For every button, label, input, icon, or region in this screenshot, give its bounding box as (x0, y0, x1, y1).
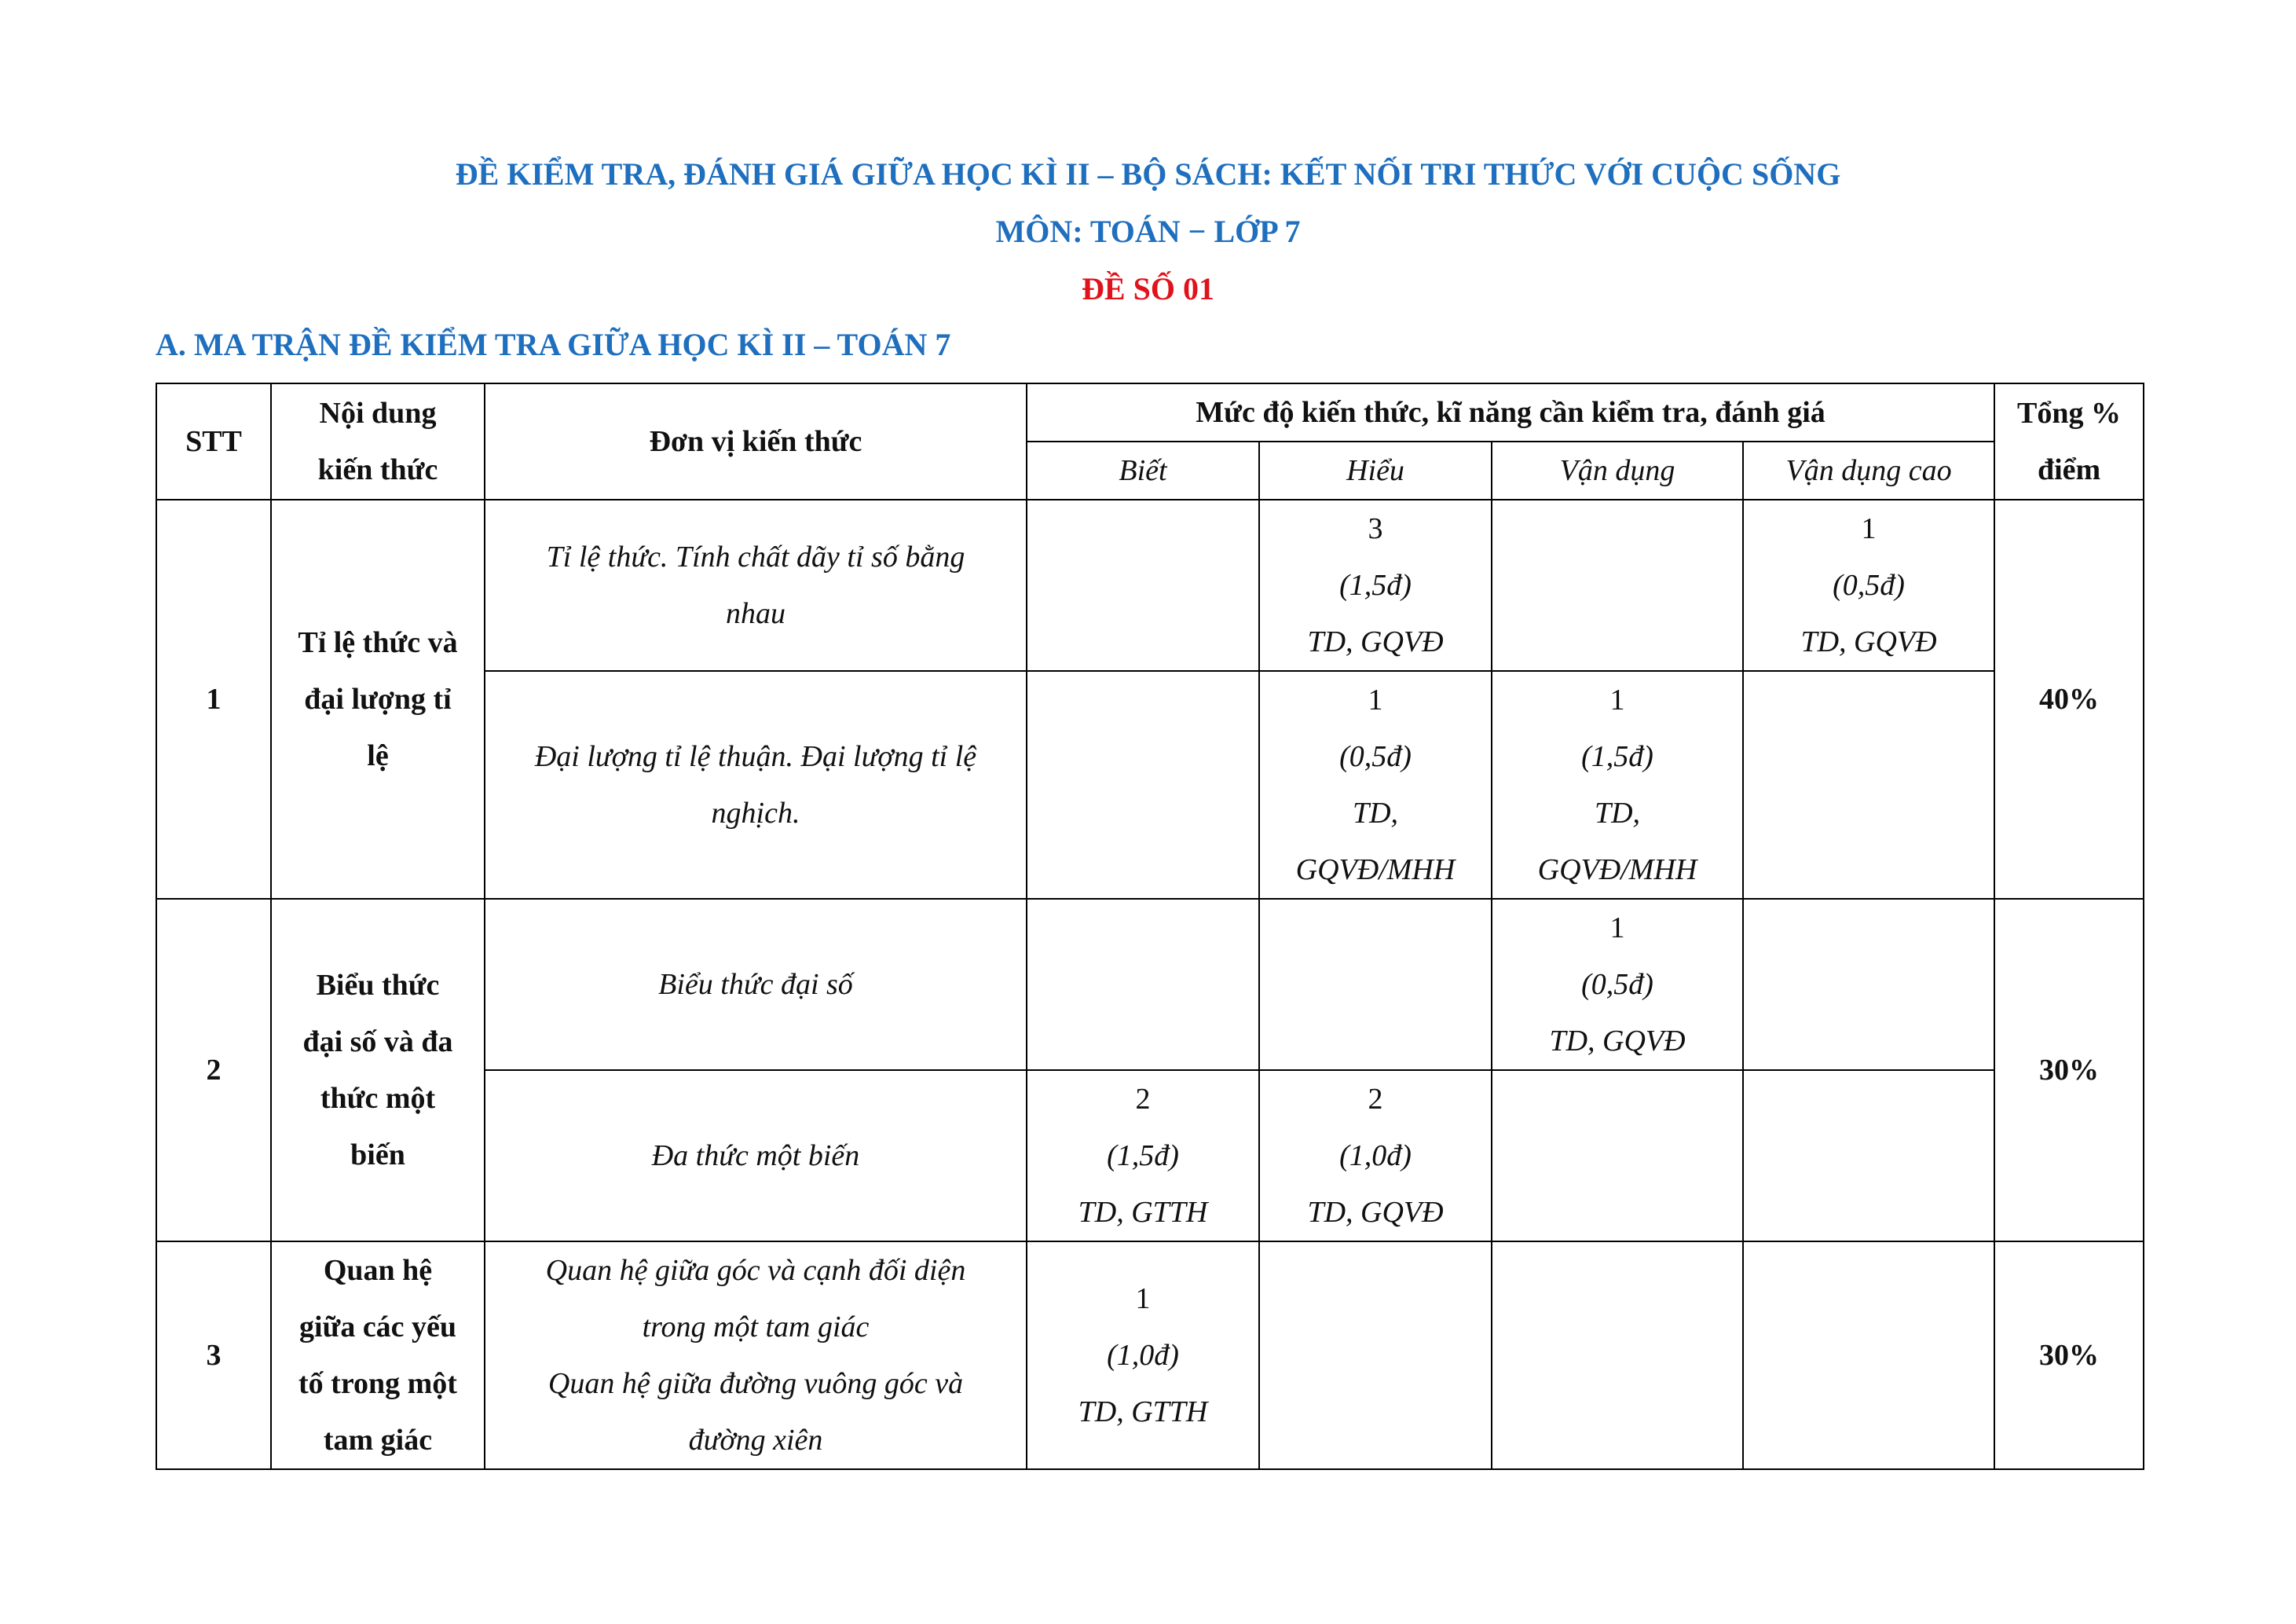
header-levels-group: Mức độ kiến thức, kĩ năng cần kiểm tra, đánh giá (1027, 383, 1994, 442)
header-unit: Đơn vị kiến thức (485, 383, 1027, 500)
header-level-hieu: Hiểu (1259, 442, 1492, 500)
header-total: Tổng % điểm (1994, 383, 2144, 500)
unit-name: Tỉ lệ thức. Tính chất dãy tỉ số bằng nhau (485, 500, 1027, 671)
cell-hieu (1259, 1241, 1492, 1469)
row-stt: 1 (156, 500, 271, 899)
header-level-van-dung-cao: Vận dụng cao (1743, 442, 1994, 500)
cell-van-dung (1492, 1070, 1743, 1241)
header-topic: Nội dung kiến thức (271, 383, 485, 500)
header-level-biet: Biết (1027, 442, 1259, 500)
section-heading: A. MA TRẬN ĐỀ KIỂM TRA GIỮA HỌC KÌ II – TOÁN 7 (156, 327, 951, 362)
cell-biet (1027, 671, 1259, 899)
document-title: ĐỀ KIỂM TRA, ĐÁNH GIÁ GIỮA HỌC KÌ II – BỘ SÁCH: KẾT NỐI TRI THỨC VỚI CUỘC SỐNG (455, 156, 1841, 192)
unit-name: Đa thức một biến (485, 1070, 1027, 1241)
subject-line: MÔN: TOÁN − LỚP 7 (995, 214, 1301, 249)
row-topic: Tỉ lệ thức và đại lượng tỉ lệ (271, 500, 485, 899)
unit-name: Quan hệ giữa góc và cạnh đối diện trong một tam giác Quan hệ giữa đường vuông góc và đường xiên (485, 1241, 1027, 1469)
row-stt: 3 (156, 1241, 271, 1469)
cell-hieu: 2 (1,0đ) TD, GQVĐ (1259, 1070, 1492, 1241)
row-total: 30% (1994, 1241, 2144, 1469)
cell-van-dung (1492, 1241, 1743, 1469)
cell-biet: 2 (1,5đ) TD, GTTH (1027, 1070, 1259, 1241)
unit-name: Đại lượng tỉ lệ thuận. Đại lượng tỉ lệ nghịch. (485, 671, 1027, 899)
row-topic: Biểu thức đại số và đa thức một biến (271, 899, 485, 1241)
unit-name: Biểu thức đại số (485, 899, 1027, 1070)
header-stt: STT (156, 383, 271, 500)
cell-hieu: 1 (0,5đ) TD, GQVĐ/MHH (1259, 671, 1492, 899)
row-total: 30% (1994, 899, 2144, 1241)
row-topic: Quan hệ giữa các yếu tố trong một tam giác (271, 1241, 485, 1469)
table-row (156, 899, 2144, 1070)
cell-van-dung-cao (1743, 899, 1994, 1070)
table-row (156, 1241, 2144, 1469)
cell-biet: 1 (1,0đ) TD, GTTH (1027, 1241, 1259, 1469)
cell-van-dung: 1 (1,5đ) TD, GQVĐ/MHH (1492, 671, 1743, 899)
cell-hieu: 3 (1,5đ) TD, GQVĐ (1259, 500, 1492, 671)
row-stt: 2 (156, 899, 271, 1241)
cell-van-dung-cao (1743, 1241, 1994, 1469)
exam-matrix-table (156, 383, 2144, 1470)
exam-number: ĐỀ SỐ 01 (1082, 271, 1214, 306)
cell-biet (1027, 899, 1259, 1070)
table-row (156, 500, 2144, 671)
row-total: 40% (1994, 500, 2144, 899)
cell-biet (1027, 500, 1259, 671)
header-level-van-dung: Vận dụng (1492, 442, 1743, 500)
cell-hieu (1259, 899, 1492, 1070)
cell-van-dung-cao (1743, 671, 1994, 899)
cell-van-dung (1492, 500, 1743, 671)
cell-van-dung-cao (1743, 1070, 1994, 1241)
cell-van-dung: 1 (0,5đ) TD, GQVĐ (1492, 899, 1743, 1070)
cell-van-dung-cao: 1 (0,5đ) TD, GQVĐ (1743, 500, 1994, 671)
